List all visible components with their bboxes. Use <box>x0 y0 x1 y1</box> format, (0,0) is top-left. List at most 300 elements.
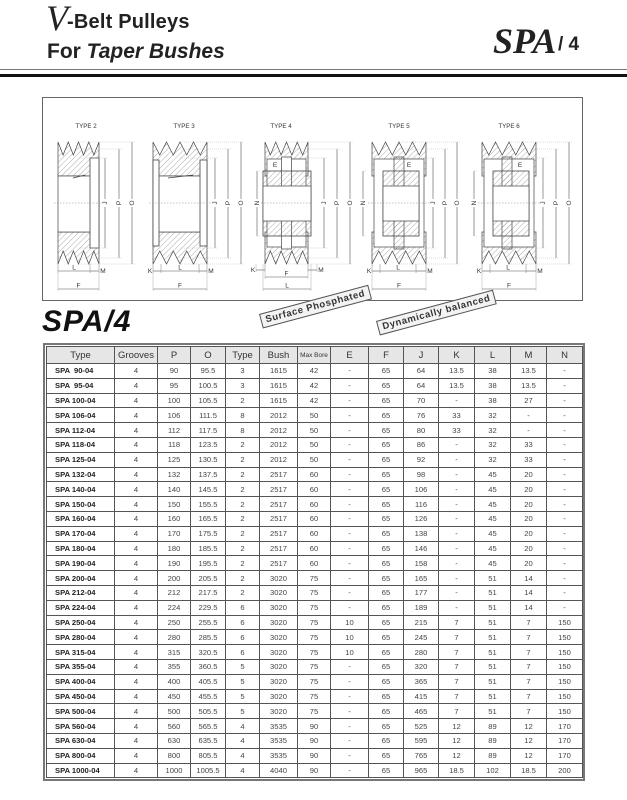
pulley-type-cell: SPA 630-04 <box>47 733 115 748</box>
table-cell: - <box>331 452 369 467</box>
drawing-type-label: TYPE 4 <box>270 123 292 130</box>
table-cell: 200 <box>158 571 191 586</box>
table-cell: - <box>547 482 583 497</box>
table-cell: 42 <box>298 393 331 408</box>
table-cell: 4 <box>115 511 158 526</box>
table-cell: 42 <box>298 364 331 379</box>
table-cell: 7 <box>439 630 475 645</box>
dimension-label-f: F <box>76 282 81 290</box>
table-cell: 165.5 <box>191 511 226 526</box>
table-cell: - <box>547 364 583 379</box>
table-cell: - <box>511 408 547 423</box>
table-cell: 65 <box>369 763 404 778</box>
drawing-type-label: TYPE 2 <box>75 123 97 130</box>
table-cell: 18.5 <box>439 763 475 778</box>
table-cell: - <box>331 482 369 497</box>
pulley-type-cell: SPA 150-04 <box>47 497 115 512</box>
table-cell: 415 <box>404 689 439 704</box>
table-cell: 76 <box>404 408 439 423</box>
dimension-label-e: E <box>406 162 412 169</box>
table-cell: 4 <box>115 659 158 674</box>
table-cell: 3535 <box>260 748 298 763</box>
table-cell: 65 <box>369 659 404 674</box>
product-code-suffix: / 4 <box>558 34 580 55</box>
dimension-label-m: M <box>318 267 324 274</box>
table-cell: 1005.5 <box>191 763 226 778</box>
section-title: SPA/4 <box>42 305 132 338</box>
dimension-label-m: M <box>100 268 106 275</box>
drawing-type-label: TYPE 5 <box>388 123 410 130</box>
table-cell: - <box>331 408 369 423</box>
column-header: Type <box>47 347 115 364</box>
column-header: O <box>191 347 226 364</box>
table-cell: 10 <box>331 615 369 630</box>
table-cell: 126 <box>404 511 439 526</box>
table-cell: 116 <box>404 497 439 512</box>
table-cell: 360.5 <box>191 659 226 674</box>
table-cell: 12 <box>439 733 475 748</box>
table-cell: 6 <box>226 630 260 645</box>
table-cell: 65 <box>369 541 404 556</box>
table-cell: 95.5 <box>191 364 226 379</box>
table-cell: 75 <box>298 659 331 674</box>
title-v-letter: V <box>46 0 68 38</box>
table-cell: 65 <box>369 526 404 541</box>
table-cell: 65 <box>369 645 404 660</box>
table-cell: - <box>439 393 475 408</box>
table-cell: 4 <box>115 452 158 467</box>
table-cell: 4 <box>226 719 260 734</box>
pulley-type-cell: SPA 190-04 <box>47 556 115 571</box>
table-cell: 89 <box>475 748 511 763</box>
table-cell: 51 <box>475 600 511 615</box>
table-cell: 2 <box>226 585 260 600</box>
table-cell: 90 <box>158 364 191 379</box>
table-cell: - <box>439 526 475 541</box>
table-cell: 75 <box>298 704 331 719</box>
table-row <box>47 378 583 393</box>
table-cell: 205.5 <box>191 571 226 586</box>
dimension-label-o: O <box>454 200 461 206</box>
table-row <box>47 763 583 778</box>
table-cell: 18.5 <box>511 763 547 778</box>
table-row <box>47 511 583 526</box>
table-cell: 280 <box>404 645 439 660</box>
table-cell: 6 <box>226 615 260 630</box>
table-cell: 140 <box>158 482 191 497</box>
table-cell: - <box>547 541 583 556</box>
table-cell: 75 <box>298 674 331 689</box>
table-cell: 2517 <box>260 467 298 482</box>
pulley-type-cell: SPA 250-04 <box>47 615 115 630</box>
table-cell: 229.5 <box>191 600 226 615</box>
table-cell: 65 <box>369 393 404 408</box>
table-row <box>47 408 583 423</box>
dimension-label-m: M <box>537 268 543 275</box>
table-cell: 7 <box>511 689 547 704</box>
table-cell: 6 <box>226 600 260 615</box>
table-cell: 10 <box>331 645 369 660</box>
table-cell: 13.5 <box>511 378 547 393</box>
table-row <box>47 482 583 497</box>
table-cell: 51 <box>475 689 511 704</box>
table-cell: - <box>331 748 369 763</box>
table-cell: 51 <box>475 585 511 600</box>
table-cell: - <box>331 364 369 379</box>
dimension-label-k: K <box>250 267 256 274</box>
table-cell: 65 <box>369 689 404 704</box>
table-cell: 7 <box>511 704 547 719</box>
table-cell: 525 <box>404 719 439 734</box>
table-cell: 150 <box>547 674 583 689</box>
table-cell: - <box>331 659 369 674</box>
dimension-label-p: P <box>225 200 232 206</box>
table-cell: 4 <box>115 615 158 630</box>
dimension-label-k: K <box>366 268 372 275</box>
table-cell: 765 <box>404 748 439 763</box>
table-cell: 50 <box>298 452 331 467</box>
table-cell: 100.5 <box>191 378 226 393</box>
table-cell: 45 <box>475 482 511 497</box>
table-cell: 170 <box>547 719 583 734</box>
table-row <box>47 585 583 600</box>
table-cell: 565.5 <box>191 719 226 734</box>
table-row <box>47 674 583 689</box>
table-row <box>47 556 583 571</box>
table-cell: 65 <box>369 364 404 379</box>
table-cell: 5 <box>226 704 260 719</box>
pulley-type-cell: SPA 170-04 <box>47 526 115 541</box>
pulley-type-cell: SPA 224-04 <box>47 600 115 615</box>
table-cell: 60 <box>298 541 331 556</box>
table-cell: 90 <box>298 719 331 734</box>
column-header: L <box>475 347 511 364</box>
table-cell: 33 <box>511 437 547 452</box>
table-cell: - <box>547 408 583 423</box>
table-cell: 1615 <box>260 378 298 393</box>
dimension-label-p: P <box>553 200 560 206</box>
table-cell: 75 <box>298 600 331 615</box>
table-cell: 4 <box>115 674 158 689</box>
table-cell: - <box>547 378 583 393</box>
table-cell: 595 <box>404 733 439 748</box>
dimension-label-m: M <box>427 268 433 275</box>
table-cell: 75 <box>298 585 331 600</box>
table-cell: 150 <box>547 689 583 704</box>
table-cell: 2 <box>226 467 260 482</box>
drawing-type-label: TYPE 3 <box>173 123 195 130</box>
table-cell: - <box>439 467 475 482</box>
table-cell: 42 <box>298 378 331 393</box>
pulley-type-cell: SPA 90-04 <box>47 364 115 379</box>
table-cell: 60 <box>298 482 331 497</box>
table-cell: - <box>547 437 583 452</box>
table-cell: 4 <box>115 719 158 734</box>
table-cell: 32 <box>475 452 511 467</box>
table-cell: 2 <box>226 437 260 452</box>
table-cell: 4 <box>115 526 158 541</box>
table-cell: - <box>331 556 369 571</box>
dimension-label-j: J <box>212 201 219 205</box>
title-line-1: -Belt Pulleys <box>67 11 190 33</box>
table-cell: 2517 <box>260 556 298 571</box>
table-cell: 150 <box>547 659 583 674</box>
table-cell: 4 <box>115 689 158 704</box>
pulley-type-cell: SPA 180-04 <box>47 541 115 556</box>
table-cell: 123.5 <box>191 437 226 452</box>
table-cell: 33 <box>439 423 475 438</box>
dimension-label-l: L <box>506 264 510 272</box>
pulley-type-cell: SPA 212-04 <box>47 585 115 600</box>
table-cell: 95 <box>158 378 191 393</box>
table-cell: 75 <box>298 615 331 630</box>
table-cell: 4 <box>115 630 158 645</box>
table-cell: 320 <box>404 659 439 674</box>
table-cell: 14 <box>511 600 547 615</box>
table-cell: 3020 <box>260 571 298 586</box>
dimension-label-f: F <box>178 282 182 290</box>
table-row <box>47 659 583 674</box>
spec-table <box>46 346 583 778</box>
table-cell: 3 <box>226 378 260 393</box>
table-row <box>47 571 583 586</box>
table-cell: 146 <box>404 541 439 556</box>
table-cell: 150 <box>158 497 191 512</box>
table-row <box>47 467 583 482</box>
table-cell: 212 <box>158 585 191 600</box>
table-cell: 2 <box>226 511 260 526</box>
table-cell: 60 <box>298 467 331 482</box>
table-cell: 145.5 <box>191 482 226 497</box>
table-cell: 13.5 <box>511 364 547 379</box>
table-cell: 3020 <box>260 659 298 674</box>
table-cell: 2 <box>226 393 260 408</box>
table-cell: 102 <box>475 763 511 778</box>
table-cell: - <box>439 541 475 556</box>
dimension-label-e: E <box>272 162 278 169</box>
table-cell: 106 <box>404 482 439 497</box>
table-cell: 14 <box>511 585 547 600</box>
table-cell: 4040 <box>260 763 298 778</box>
column-header: Bush <box>260 347 298 364</box>
spec-table-wrapper <box>43 343 585 781</box>
column-header: F <box>369 347 404 364</box>
pulley-type-cell: SPA 280-04 <box>47 630 115 645</box>
table-cell: 455.5 <box>191 689 226 704</box>
table-cell: 4 <box>115 467 158 482</box>
dimension-label-n: N <box>254 200 261 206</box>
table-cell: - <box>331 689 369 704</box>
table-cell: 150 <box>547 704 583 719</box>
table-cell: 635.5 <box>191 733 226 748</box>
table-cell: 5 <box>226 674 260 689</box>
pulley-type-cell: SPA 800-04 <box>47 748 115 763</box>
table-cell: - <box>547 393 583 408</box>
table-cell: 4 <box>115 763 158 778</box>
table-row <box>47 541 583 556</box>
table-cell: 4 <box>115 364 158 379</box>
table-cell: 45 <box>475 467 511 482</box>
table-cell: 65 <box>369 585 404 600</box>
table-cell: 2517 <box>260 482 298 497</box>
table-cell: 12 <box>511 733 547 748</box>
pulley-type-cell: SPA 160-04 <box>47 511 115 526</box>
table-cell: 50 <box>298 408 331 423</box>
table-cell: 65 <box>369 719 404 734</box>
table-cell: 2 <box>226 482 260 497</box>
table-cell: 32 <box>475 437 511 452</box>
table-cell: 6 <box>226 645 260 660</box>
table-cell: 2012 <box>260 408 298 423</box>
table-cell: 7 <box>511 674 547 689</box>
table-cell: 217.5 <box>191 585 226 600</box>
table-cell: - <box>439 585 475 600</box>
dimension-label-m: M <box>208 268 214 275</box>
table-cell: 12 <box>511 719 547 734</box>
table-cell: 65 <box>369 482 404 497</box>
pulley-type-cell: SPA 125-04 <box>47 452 115 467</box>
table-row <box>47 704 583 719</box>
table-cell: 3020 <box>260 630 298 645</box>
dimension-label-k: K <box>147 268 153 275</box>
table-cell: 4 <box>115 645 158 660</box>
table-cell: 224 <box>158 600 191 615</box>
table-cell: 51 <box>475 659 511 674</box>
table-cell: 3020 <box>260 585 298 600</box>
table-cell: 65 <box>369 674 404 689</box>
column-header: K <box>439 347 475 364</box>
table-cell: 13.5 <box>439 364 475 379</box>
table-cell: 38 <box>475 364 511 379</box>
table-cell: 12 <box>439 748 475 763</box>
column-header: J <box>404 347 439 364</box>
table-cell: 2 <box>226 452 260 467</box>
table-cell: 75 <box>298 630 331 645</box>
table-cell: 7 <box>439 674 475 689</box>
table-cell: 65 <box>369 704 404 719</box>
table-cell: - <box>331 423 369 438</box>
table-cell: 3020 <box>260 689 298 704</box>
table-cell: 2012 <box>260 452 298 467</box>
table-cell: 4 <box>226 748 260 763</box>
table-cell: 38 <box>475 393 511 408</box>
table-cell: 64 <box>404 364 439 379</box>
dimension-label-n: N <box>360 200 367 206</box>
table-cell: 65 <box>369 511 404 526</box>
table-cell: - <box>331 541 369 556</box>
table-cell: 2517 <box>260 511 298 526</box>
table-cell: 2 <box>226 541 260 556</box>
table-cell: 51 <box>475 630 511 645</box>
table-cell: 12 <box>439 719 475 734</box>
table-cell: 45 <box>475 497 511 512</box>
table-cell: 20 <box>511 467 547 482</box>
table-cell: 405.5 <box>191 674 226 689</box>
table-cell: 215 <box>404 615 439 630</box>
table-cell: - <box>439 497 475 512</box>
dimension-label-n: N <box>471 200 478 206</box>
table-cell: 800 <box>158 748 191 763</box>
table-cell: 7 <box>511 615 547 630</box>
table-cell: 86 <box>404 437 439 452</box>
table-cell: 7 <box>511 659 547 674</box>
table-cell: 285.5 <box>191 630 226 645</box>
table-cell: 3020 <box>260 704 298 719</box>
table-cell: 60 <box>298 526 331 541</box>
pulley-drawings <box>43 98 582 300</box>
table-cell: 65 <box>369 452 404 467</box>
table-row <box>47 437 583 452</box>
table-cell: 90 <box>298 763 331 778</box>
table-cell: 65 <box>369 571 404 586</box>
table-row <box>47 615 583 630</box>
table-cell: 150 <box>547 630 583 645</box>
table-cell: 158 <box>404 556 439 571</box>
table-cell: 65 <box>369 437 404 452</box>
table-cell: 60 <box>298 497 331 512</box>
table-cell: 150 <box>547 615 583 630</box>
table-cell: - <box>547 600 583 615</box>
table-cell: 170 <box>158 526 191 541</box>
table-cell: - <box>331 704 369 719</box>
table-cell: 4 <box>115 541 158 556</box>
table-cell: 125 <box>158 452 191 467</box>
table-cell: 65 <box>369 733 404 748</box>
hub-bore <box>263 186 311 221</box>
table-cell: 45 <box>475 556 511 571</box>
table-cell: 32 <box>475 408 511 423</box>
drawings-frame <box>42 97 583 301</box>
table-cell: 106 <box>158 408 191 423</box>
table-row <box>47 364 583 379</box>
table-cell: 7 <box>511 645 547 660</box>
table-cell: 965 <box>404 763 439 778</box>
table-cell: 1615 <box>260 393 298 408</box>
table-cell: - <box>547 556 583 571</box>
column-header: Max Bore <box>298 347 331 364</box>
table-cell: 3020 <box>260 600 298 615</box>
dimension-label-o: O <box>347 200 354 206</box>
table-cell: 65 <box>369 600 404 615</box>
table-cell: 51 <box>475 615 511 630</box>
table-cell: 117.5 <box>191 423 226 438</box>
table-body <box>47 364 583 778</box>
table-cell: - <box>331 571 369 586</box>
table-cell: - <box>439 571 475 586</box>
table-cell: 2517 <box>260 541 298 556</box>
drawing-type-label: TYPE 6 <box>498 123 520 130</box>
table-cell: 65 <box>369 467 404 482</box>
table-cell: 7 <box>439 704 475 719</box>
column-header: M <box>511 347 547 364</box>
table-cell: 45 <box>475 526 511 541</box>
table-row <box>47 600 583 615</box>
table-cell: 315 <box>158 645 191 660</box>
table-cell: 7 <box>439 659 475 674</box>
table-row <box>47 748 583 763</box>
table-cell: - <box>331 585 369 600</box>
table-cell: 65 <box>369 497 404 512</box>
table-row <box>47 497 583 512</box>
table-cell: 185.5 <box>191 541 226 556</box>
table-cell: - <box>331 763 369 778</box>
table-cell: 14 <box>511 571 547 586</box>
table-row <box>47 645 583 660</box>
dimension-label-j: J <box>430 201 437 205</box>
table-cell: 3020 <box>260 615 298 630</box>
dimension-label-k: K <box>476 268 482 275</box>
table-cell: 8 <box>226 408 260 423</box>
